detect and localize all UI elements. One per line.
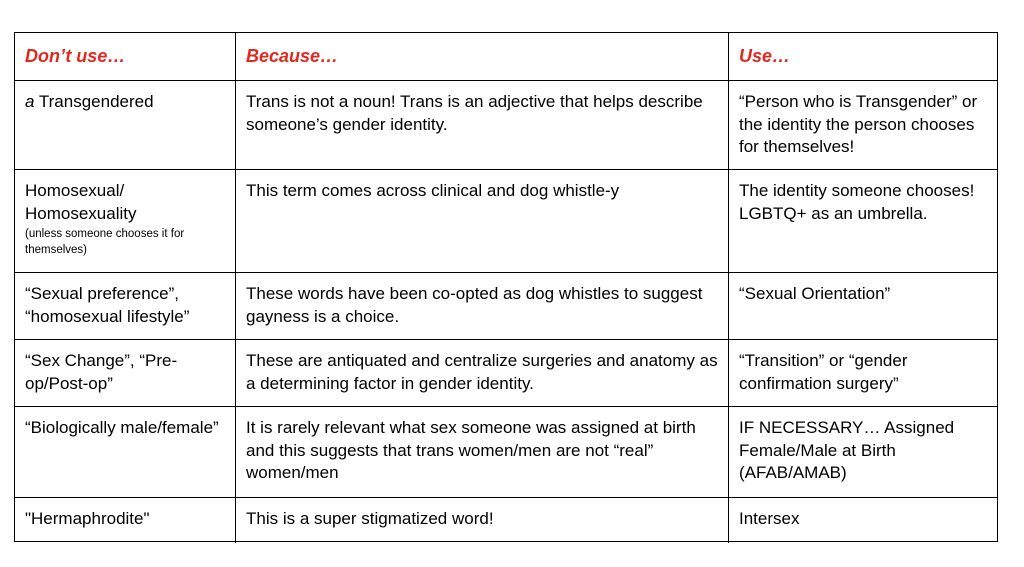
dont-use-term: Transgendered (38, 92, 154, 111)
header-because: Because… (235, 33, 728, 80)
use-cell: “Transition” or “gender confirmation surgery” (728, 340, 997, 406)
dont-use-term: Homosexual/ Homosexuality (25, 181, 137, 223)
dont-use-note: (unless someone chooses it for themselves) (25, 228, 185, 256)
because-cell: It is rarely relevant what sex someone was assigned at birth and this suggests that trans women/men are not “real” women/men (235, 407, 728, 497)
because-cell: These words have been co-opted as dog whistles to suggest gayness is a choice. (235, 273, 728, 339)
use-cell: “Sexual Orientation” (728, 273, 997, 339)
use-cell: IF NECESSARY… Assigned Female/Male at Birth (AFAB/AMAB) (728, 407, 997, 497)
dont-use-cell: “Sexual preference”, “homosexual lifestyle” (25, 284, 190, 326)
table-header-row (15, 33, 997, 81)
dont-use-cell: "Hermaphrodite" (25, 509, 150, 528)
terminology-table (14, 32, 998, 542)
use-cell: “Person who is Transgender” or the identity the person chooses for themselves! (728, 81, 997, 169)
table-row (15, 340, 997, 407)
article-prefix: a (25, 92, 35, 111)
table-row (15, 81, 997, 170)
table-row (15, 407, 997, 498)
use-cell: The identity someone chooses! LGBTQ+ as an umbrella. (728, 170, 997, 272)
table-row (15, 498, 997, 543)
because-cell: This is a super stigmatized word! (235, 498, 728, 543)
table-row (15, 170, 997, 273)
header-use: Use… (728, 33, 997, 80)
table-row (15, 273, 997, 340)
because-cell: Trans is not a noun! Trans is an adjective that helps describe someone’s gender identity. (235, 81, 728, 169)
because-cell: These are antiquated and centralize surgeries and anatomy as a determining factor in gender identity. (235, 340, 728, 406)
because-cell: This term comes across clinical and dog whistle-y (235, 170, 728, 272)
dont-use-cell: “Sex Change”, “Pre-op/Post-op” (25, 351, 178, 393)
dont-use-cell (15, 81, 235, 169)
header-dont-use: Don’t use… (25, 46, 126, 66)
dont-use-cell (15, 170, 235, 272)
dont-use-cell: “Biologically male/female” (25, 418, 219, 437)
use-cell: Intersex (728, 498, 997, 543)
